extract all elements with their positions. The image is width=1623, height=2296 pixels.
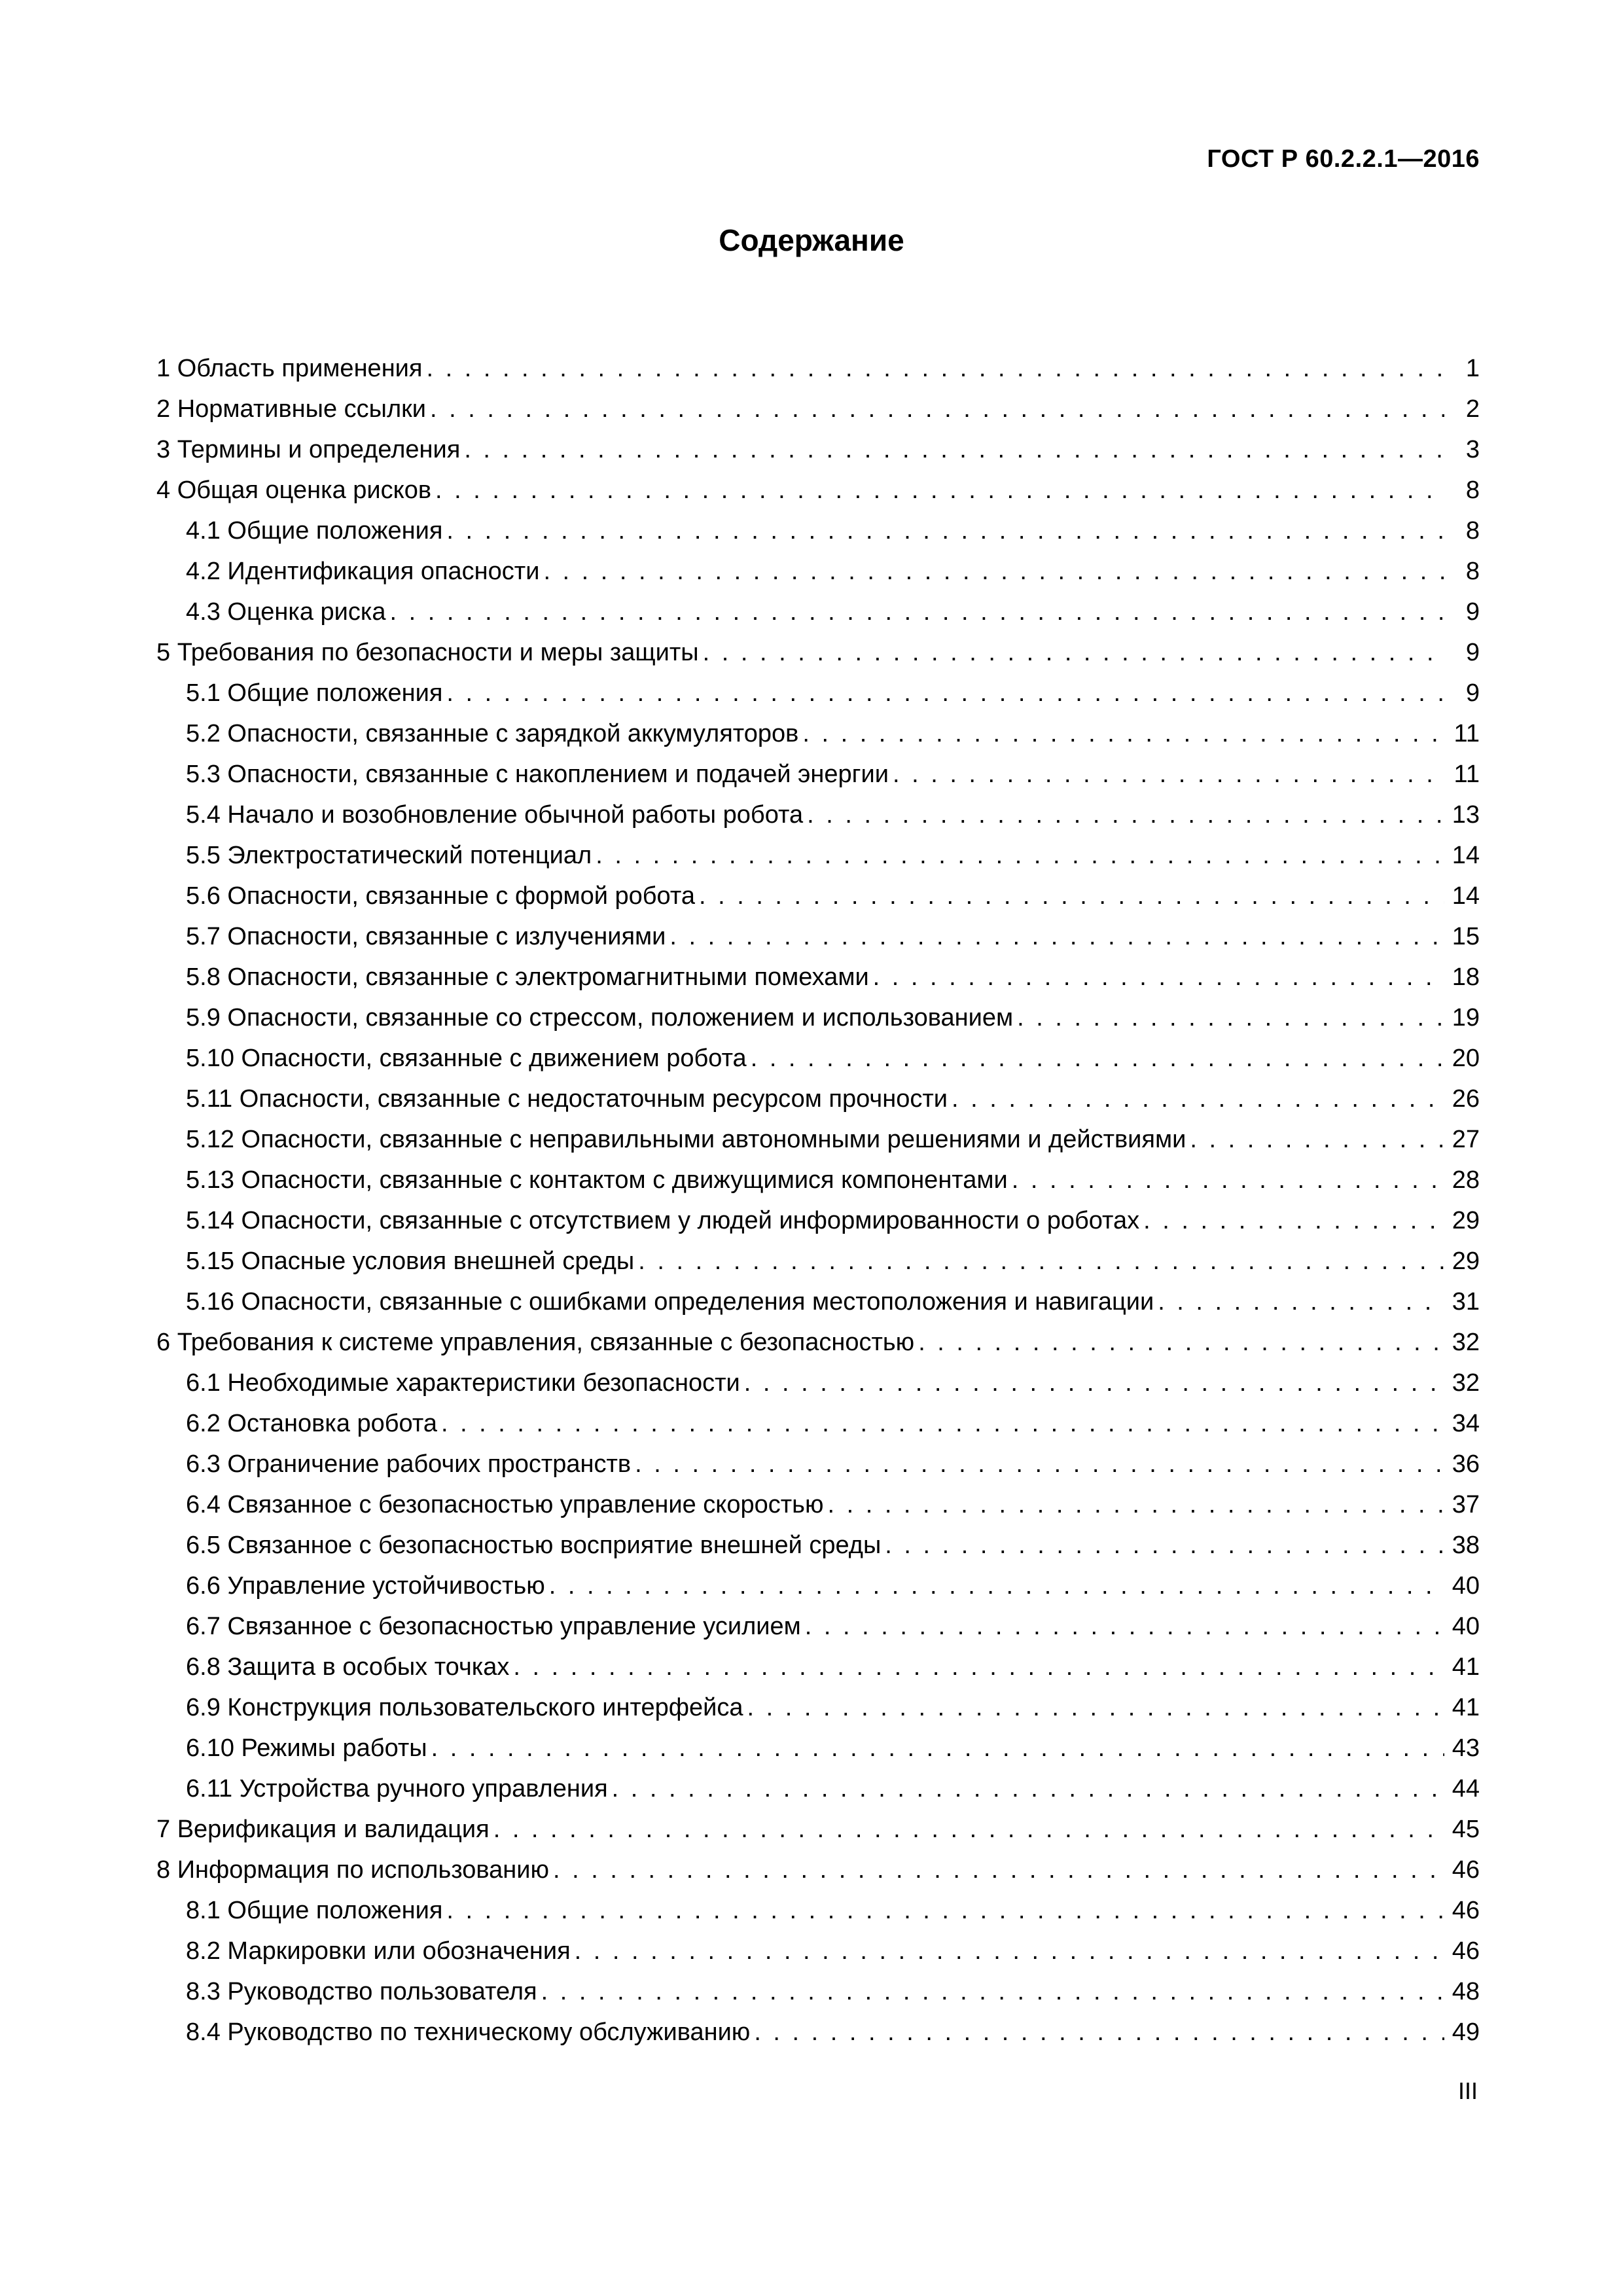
toc-dot-leader	[802, 713, 1444, 754]
toc-entry-page: 38	[1452, 1532, 1480, 1559]
toc-entry[interactable]	[156, 1606, 1480, 1647]
toc-entry[interactable]	[156, 1160, 1480, 1200]
toc-entry[interactable]	[156, 1403, 1480, 1444]
toc-entry-page: 40	[1452, 1572, 1480, 1600]
toc-dot-leader	[541, 1971, 1444, 2012]
toc-dot-leader	[873, 957, 1444, 997]
toc-entry-page: 14	[1452, 882, 1480, 910]
toc-entry[interactable]	[156, 835, 1480, 876]
toc-entry[interactable]	[156, 1850, 1480, 1890]
toc-dot-leader	[751, 1038, 1444, 1079]
toc-dot-leader	[464, 429, 1444, 470]
toc-entry-label: 5.5 Электростатический потенциал	[186, 842, 592, 869]
toc-entry-page: 14	[1452, 842, 1480, 869]
toc-dot-leader	[1158, 1282, 1444, 1322]
toc-entry-label: 5.1 Общие положения	[186, 679, 443, 707]
toc-entry-page: 27	[1452, 1126, 1480, 1153]
toc-entry[interactable]	[156, 1525, 1480, 1566]
toc-entry-page: 48	[1452, 1978, 1480, 2005]
toc-entry[interactable]	[156, 1079, 1480, 1119]
toc-dot-leader	[885, 1525, 1444, 1566]
toc-entry-page: 37	[1452, 1491, 1480, 1518]
toc-entry-label: 8.2 Маркировки или обозначения	[186, 1937, 571, 1965]
toc-dot-leader	[699, 876, 1444, 916]
toc-entry[interactable]	[156, 1444, 1480, 1484]
toc-entry-label: 4 Общая оценка рисков	[156, 476, 432, 504]
toc-entry-label: 6.6 Управление устойчивостью	[186, 1572, 545, 1600]
toc-entry-label: 8 Информация по использованию	[156, 1856, 549, 1884]
toc-entry-label: 5.3 Опасности, связанные с накоплением и подачей энергии	[186, 761, 889, 788]
toc-entry-page: 28	[1452, 1166, 1480, 1194]
toc-dot-leader	[1017, 997, 1444, 1038]
toc-entry-page: 32	[1452, 1329, 1480, 1356]
toc-dot-leader	[747, 1687, 1444, 1728]
toc-dot-leader	[754, 2012, 1444, 2053]
toc-entry-page: 46	[1452, 1856, 1480, 1884]
toc-dot-leader	[431, 1728, 1444, 1768]
toc-dot-leader	[446, 511, 1444, 551]
toc-dot-leader	[575, 1931, 1444, 1971]
toc-entry-label: 5.9 Опасности, связанные со стрессом, положением и использованием	[186, 1004, 1014, 1031]
toc-entry-label: 6.7 Связанное с безопасностью управление усилием	[186, 1613, 801, 1640]
toc-entry[interactable]	[156, 389, 1480, 429]
toc-entry[interactable]	[156, 1282, 1480, 1322]
toc-entry[interactable]	[156, 916, 1480, 957]
toc-dot-leader	[493, 1809, 1444, 1850]
toc-entry-label: 6.3 Ограничение рабочих пространств	[186, 1450, 632, 1478]
toc-entry[interactable]	[156, 1647, 1480, 1687]
toc-entry[interactable]	[156, 1768, 1480, 1809]
toc-entry-page: 45	[1452, 1816, 1480, 1843]
toc-entry[interactable]	[156, 1200, 1480, 1241]
toc-entry[interactable]	[156, 470, 1480, 511]
toc-entry-label: 5 Требования по безопасности и меры защиты	[156, 639, 699, 666]
toc-dot-leader	[441, 1403, 1444, 1444]
toc-title: Содержание	[719, 223, 904, 257]
toc-entry-page: 9	[1465, 679, 1480, 707]
toc-entry-label: 5.11 Опасности, связанные с недостаточным ресурсом прочности	[186, 1085, 948, 1113]
toc-entry-page: 40	[1452, 1613, 1480, 1640]
toc-entry-page: 11	[1454, 761, 1480, 788]
toc-dot-leader	[807, 795, 1444, 835]
toc-entry[interactable]	[156, 2012, 1480, 2053]
toc-entry-label: 6.10 Режимы работы	[186, 1734, 427, 1762]
toc-entry[interactable]	[156, 551, 1480, 592]
toc-entry-page: 34	[1452, 1410, 1480, 1437]
toc-entry-page: 49	[1452, 2018, 1480, 2046]
toc-entry-page: 20	[1452, 1045, 1480, 1072]
toc-dot-leader	[827, 1484, 1444, 1525]
toc-entry[interactable]	[156, 1687, 1480, 1728]
toc-dot-leader	[543, 551, 1444, 592]
toc-dot-leader	[446, 1890, 1444, 1931]
toc-entry[interactable]	[156, 1241, 1480, 1282]
toc-dot-leader	[635, 1444, 1444, 1484]
toc-entry-page: 19	[1452, 1004, 1480, 1031]
toc-dot-leader	[390, 592, 1444, 632]
toc-entry[interactable]	[156, 713, 1480, 754]
toc-entry-page: 8	[1465, 517, 1480, 545]
toc-entry-label: 5.6 Опасности, связанные с формой робота	[186, 882, 695, 910]
toc-entry-page: 26	[1452, 1085, 1480, 1113]
toc-entry-page: 13	[1452, 801, 1480, 829]
toc-dot-leader	[703, 632, 1444, 673]
toc-entry[interactable]	[156, 754, 1480, 795]
toc-dot-leader	[612, 1768, 1444, 1809]
toc-dot-leader	[918, 1322, 1444, 1363]
toc-entry-label: 7 Верификация и валидация	[156, 1816, 490, 1843]
toc-entry[interactable]	[156, 429, 1480, 470]
toc-entry-page: 15	[1452, 923, 1480, 950]
toc-entry-label: 5.12 Опасности, связанные с неправильными автономными решениями и действиями	[186, 1126, 1186, 1153]
toc-entry[interactable]	[156, 632, 1480, 673]
toc-dot-leader	[435, 470, 1444, 511]
toc-entry-page: 8	[1465, 476, 1480, 504]
toc-entry[interactable]	[156, 1890, 1480, 1931]
toc-entry-label: 5.2 Опасности, связанные с зарядкой аккумуляторов	[186, 720, 799, 747]
toc-entry[interactable]	[156, 795, 1480, 835]
toc-entry-page: 46	[1452, 1937, 1480, 1965]
toc-dot-leader	[430, 389, 1444, 429]
toc-dot-leader	[513, 1647, 1444, 1687]
toc-dot-leader	[446, 673, 1444, 713]
toc-entry-label: 3 Термины и определения	[156, 436, 461, 463]
toc-entry-page: 11	[1454, 720, 1480, 747]
toc-dot-leader	[669, 916, 1444, 957]
toc-entry[interactable]	[156, 1119, 1480, 1160]
toc-entry[interactable]	[156, 1322, 1480, 1363]
toc-entry-page: 2	[1465, 395, 1480, 423]
toc-entry-label: 6.8 Защита в особых точках	[186, 1653, 510, 1681]
toc-entry-page: 8	[1465, 558, 1480, 585]
toc-entry[interactable]	[156, 511, 1480, 551]
toc-entry-page: 31	[1452, 1288, 1480, 1316]
toc-entry-label: 5.10 Опасности, связанные с движением робота	[186, 1045, 747, 1072]
toc-entry-label: 6.4 Связанное с безопасностью управление скоростью	[186, 1491, 824, 1518]
toc-entry-label: 8.1 Общие положения	[186, 1897, 443, 1924]
toc-entry[interactable]	[156, 997, 1480, 1038]
toc-entry-label: 5.4 Начало и возобновление обычной работы робота	[186, 801, 804, 829]
toc-dot-leader	[553, 1850, 1444, 1890]
toc-entry-label: 4.3 Оценка риска	[186, 598, 386, 626]
toc-entry-label: 1 Область применения	[156, 355, 423, 382]
toc-dot-leader	[1190, 1119, 1444, 1160]
toc-entry-label: 6 Требования к системе управления, связанные с безопасностью	[156, 1329, 915, 1356]
toc-entry-label: 4.2 Идентификация опасности	[186, 558, 540, 585]
toc-entry-page: 32	[1452, 1369, 1480, 1397]
toc-entry-page: 36	[1452, 1450, 1480, 1478]
toc-entry-label: 6.9 Конструкция пользовательского интерфейса	[186, 1694, 743, 1721]
toc-entry-label: 5.16 Опасности, связанные с ошибками определения местоположения и навигации	[186, 1288, 1154, 1316]
toc-entry[interactable]	[156, 1728, 1480, 1768]
toc-entry-page: 3	[1465, 436, 1480, 463]
toc-entry[interactable]	[156, 348, 1480, 389]
toc-entry-page: 29	[1452, 1247, 1480, 1275]
toc-entry[interactable]	[156, 673, 1480, 713]
toc-dot-leader	[744, 1363, 1444, 1403]
toc-entry-label: 8.3 Руководство пользователя	[186, 1978, 537, 2005]
toc-entry-label: 5.7 Опасности, связанные с излучениями	[186, 923, 666, 950]
toc-entry-label: 6.11 Устройства ручного управления	[186, 1775, 608, 1803]
toc-dot-leader	[952, 1079, 1444, 1119]
toc-entry-page: 44	[1452, 1775, 1480, 1803]
toc-entry-page: 29	[1452, 1207, 1480, 1234]
toc-entry[interactable]	[156, 592, 1480, 632]
toc-dot-leader	[1143, 1200, 1444, 1241]
table-of-contents	[156, 348, 1480, 2053]
toc-entry-page: 18	[1452, 963, 1480, 991]
toc-entry-label: 5.8 Опасности, связанные с электромагнитными помехами	[186, 963, 869, 991]
toc-entry-label: 6.2 Остановка робота	[186, 1410, 437, 1437]
toc-entry-page: 46	[1452, 1897, 1480, 1924]
toc-entry[interactable]	[156, 1971, 1480, 2012]
document-code: ГОСТ Р 60.2.2.1—2016	[1207, 145, 1480, 173]
toc-entry-label: 4.1 Общие положения	[186, 517, 443, 545]
toc-entry-page: 41	[1452, 1694, 1480, 1721]
toc-entry[interactable]	[156, 1484, 1480, 1525]
toc-entry-page: 1	[1465, 355, 1480, 382]
toc-entry-label: 5.14 Опасности, связанные с отсутствием у людей информированности о роботах	[186, 1207, 1140, 1234]
toc-entry[interactable]	[156, 1566, 1480, 1606]
toc-dot-leader	[893, 754, 1444, 795]
toc-entry-label: 6.5 Связанное с безопасностью восприятие внешней среды	[186, 1532, 882, 1559]
toc-entry-label: 2 Нормативные ссылки	[156, 395, 426, 423]
toc-dot-leader	[426, 348, 1444, 389]
toc-entry-page: 43	[1452, 1734, 1480, 1762]
toc-entry[interactable]	[156, 876, 1480, 916]
toc-entry[interactable]	[156, 1931, 1480, 1971]
toc-entry[interactable]	[156, 957, 1480, 997]
toc-entry-page: 9	[1465, 639, 1480, 666]
toc-dot-leader	[805, 1606, 1444, 1647]
toc-entry[interactable]	[156, 1363, 1480, 1403]
toc-entry-page: 9	[1465, 598, 1480, 626]
toc-entry-label: 6.1 Необходимые характеристики безопасности	[186, 1369, 740, 1397]
toc-entry-label: 5.13 Опасности, связанные с контактом с движущимися компонентами	[186, 1166, 1008, 1194]
toc-entry-label: 5.15 Опасные условия внешней среды	[186, 1247, 635, 1275]
toc-entry-page: 41	[1452, 1653, 1480, 1681]
toc-dot-leader	[638, 1241, 1444, 1282]
toc-dot-leader	[1012, 1160, 1444, 1200]
toc-dot-leader	[549, 1566, 1444, 1606]
toc-dot-leader	[596, 835, 1444, 876]
toc-entry[interactable]	[156, 1038, 1480, 1079]
page-number: III	[1457, 2077, 1478, 2104]
toc-entry-label: 8.4 Руководство по техническому обслуживанию	[186, 2018, 751, 2046]
toc-entry[interactable]	[156, 1809, 1480, 1850]
